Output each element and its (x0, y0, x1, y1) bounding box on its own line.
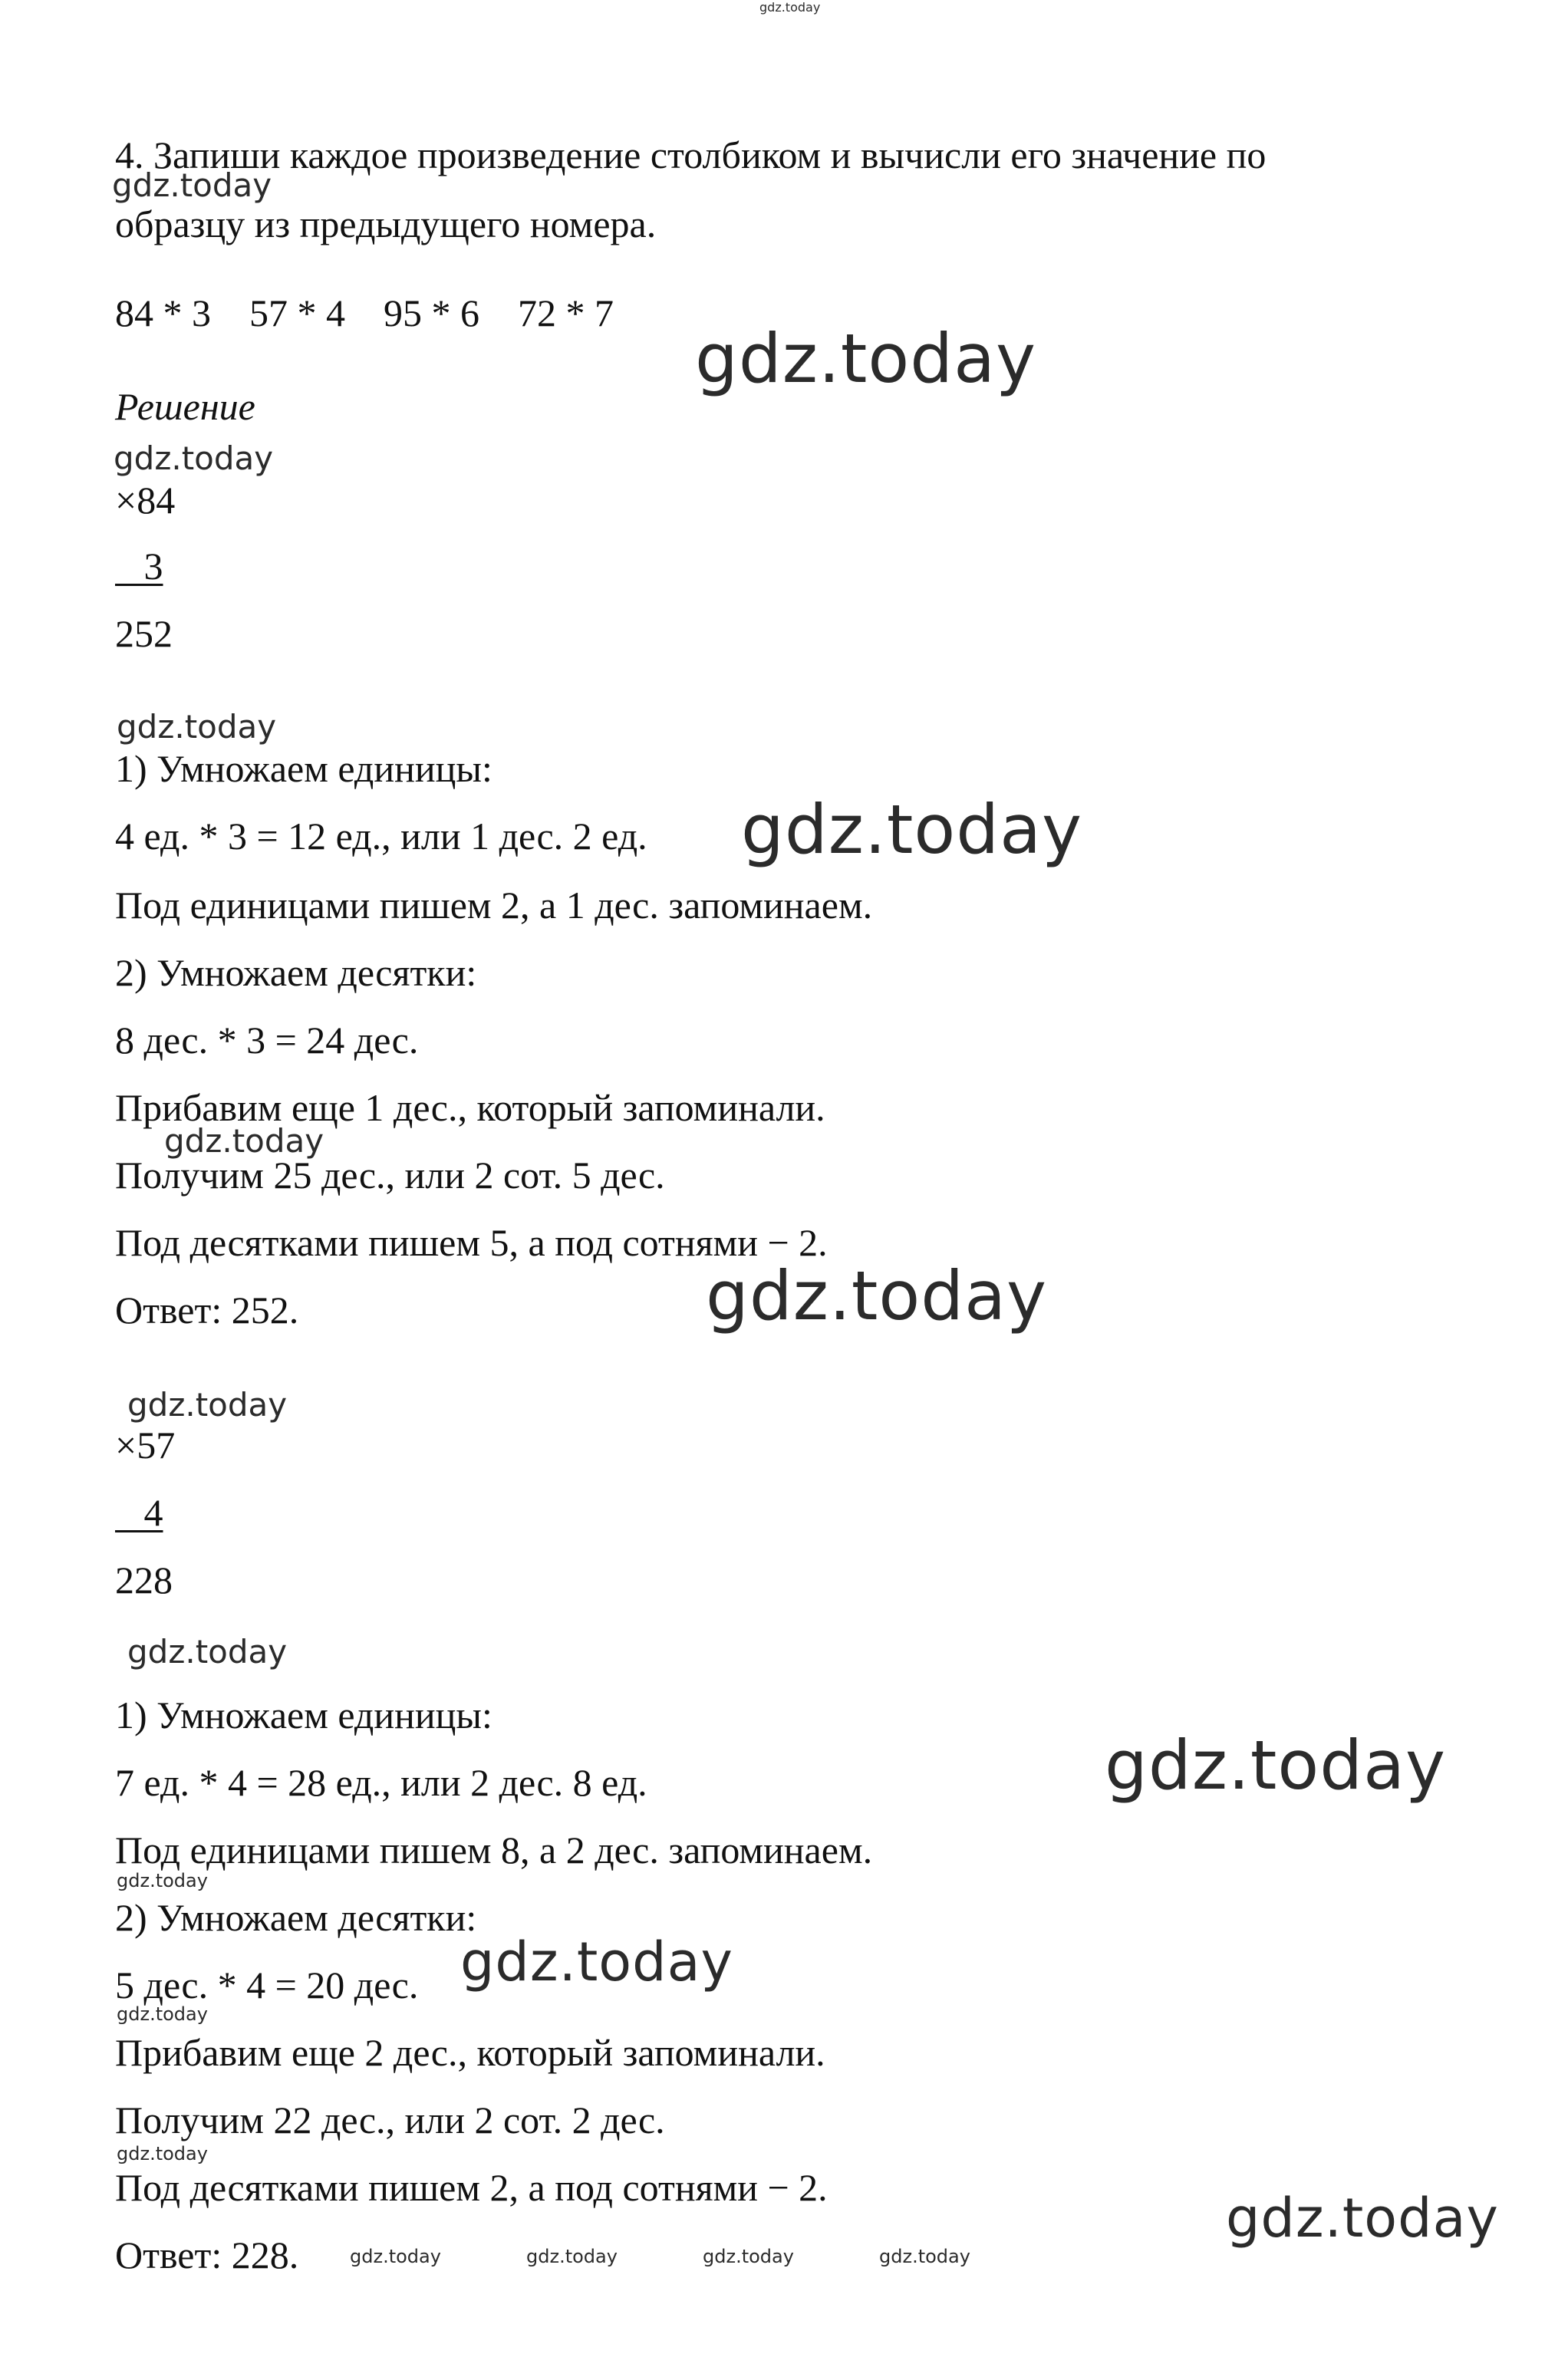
watermark: gdz.today (117, 2143, 208, 2164)
watermark: gdz.today (1105, 1726, 1447, 1805)
p1-step: 2) Умножаем десятки: (115, 951, 477, 994)
watermark: gdz.today (350, 2246, 441, 2267)
watermark: gdz.today (741, 790, 1083, 869)
p1-product: 252 (115, 612, 173, 655)
p1-multiplier: 3 (115, 545, 163, 588)
watermark: gdz.today (460, 1931, 733, 1993)
watermark: gdz.today (164, 1122, 324, 1160)
watermark: gdz.today (1226, 2187, 1499, 2250)
watermark: gdz.today (695, 319, 1037, 398)
expressions: 84 * 3 57 * 4 95 * 6 72 * 7 (115, 291, 614, 334)
problem-line-2: образцу из предыдущего номера. (115, 202, 657, 245)
p1-step: Прибавим еще 1 дес., который запоминали. (115, 1086, 825, 1129)
p2-multiplicand: ×57 (115, 1424, 176, 1467)
watermark: gdz.today (706, 1256, 1048, 1335)
watermark: gdz.today (112, 166, 272, 204)
p1-step: Под единицами пишем 2, а 1 дес. запоминаем. (115, 884, 873, 927)
watermark: gdz.today (117, 708, 277, 746)
p2-multiplier: 4 (115, 1491, 163, 1534)
watermark: gdz.today (127, 1633, 288, 1671)
p2-step: 1) Умножаем единицы: (115, 1694, 492, 1736)
p2-product: 228 (115, 1559, 173, 1601)
p2-step: 5 дес. * 4 = 20 дес. (115, 1964, 419, 2006)
p2-step: Под десятками пишем 2, а под сотнями − 2. (115, 2166, 828, 2209)
watermark: gdz.today (117, 1870, 208, 1891)
problem-line-1: 4. Запиши каждое произведение столбиком и вычисли его значение по (115, 133, 1267, 176)
watermark: gdz.today (114, 439, 274, 477)
watermark: gdz.today (703, 2246, 794, 2267)
watermark: gdz.today (117, 2003, 208, 2025)
p2-step: 7 ед. * 4 = 28 ед., или 2 дес. 8 ед. (115, 1761, 647, 1804)
p1-step: Под десятками пишем 5, а под сотнями − 2. (115, 1221, 828, 1264)
p2-step: Под единицами пишем 8, а 2 дес. запоминаем. (115, 1829, 873, 1871)
watermark: gdz.today (879, 2246, 970, 2267)
p1-step: 8 дес. * 3 = 24 дес. (115, 1019, 419, 1062)
p1-step: Получим 25 дес., или 2 сот. 5 дес. (115, 1154, 665, 1197)
p1-step: 1) Умножаем единицы: (115, 747, 492, 790)
p2-step: Получим 22 дес., или 2 сот. 2 дес. (115, 2099, 665, 2141)
solution-label: Решение (115, 385, 255, 428)
p1-step: 4 ед. * 3 = 12 ед., или 1 дес. 2 ед. (115, 815, 647, 858)
watermark: gdz.today (759, 0, 821, 15)
p2-answer: Ответ: 228. (115, 2234, 299, 2276)
p2-step: 2) Умножаем десятки: (115, 1896, 477, 1939)
watermark: gdz.today (127, 1386, 288, 1424)
p1-multiplicand: ×84 (115, 479, 176, 522)
watermark: gdz.today (526, 2246, 618, 2267)
p2-step: Прибавим еще 2 дес., который запоминали. (115, 2031, 825, 2074)
p1-answer: Ответ: 252. (115, 1289, 299, 1332)
